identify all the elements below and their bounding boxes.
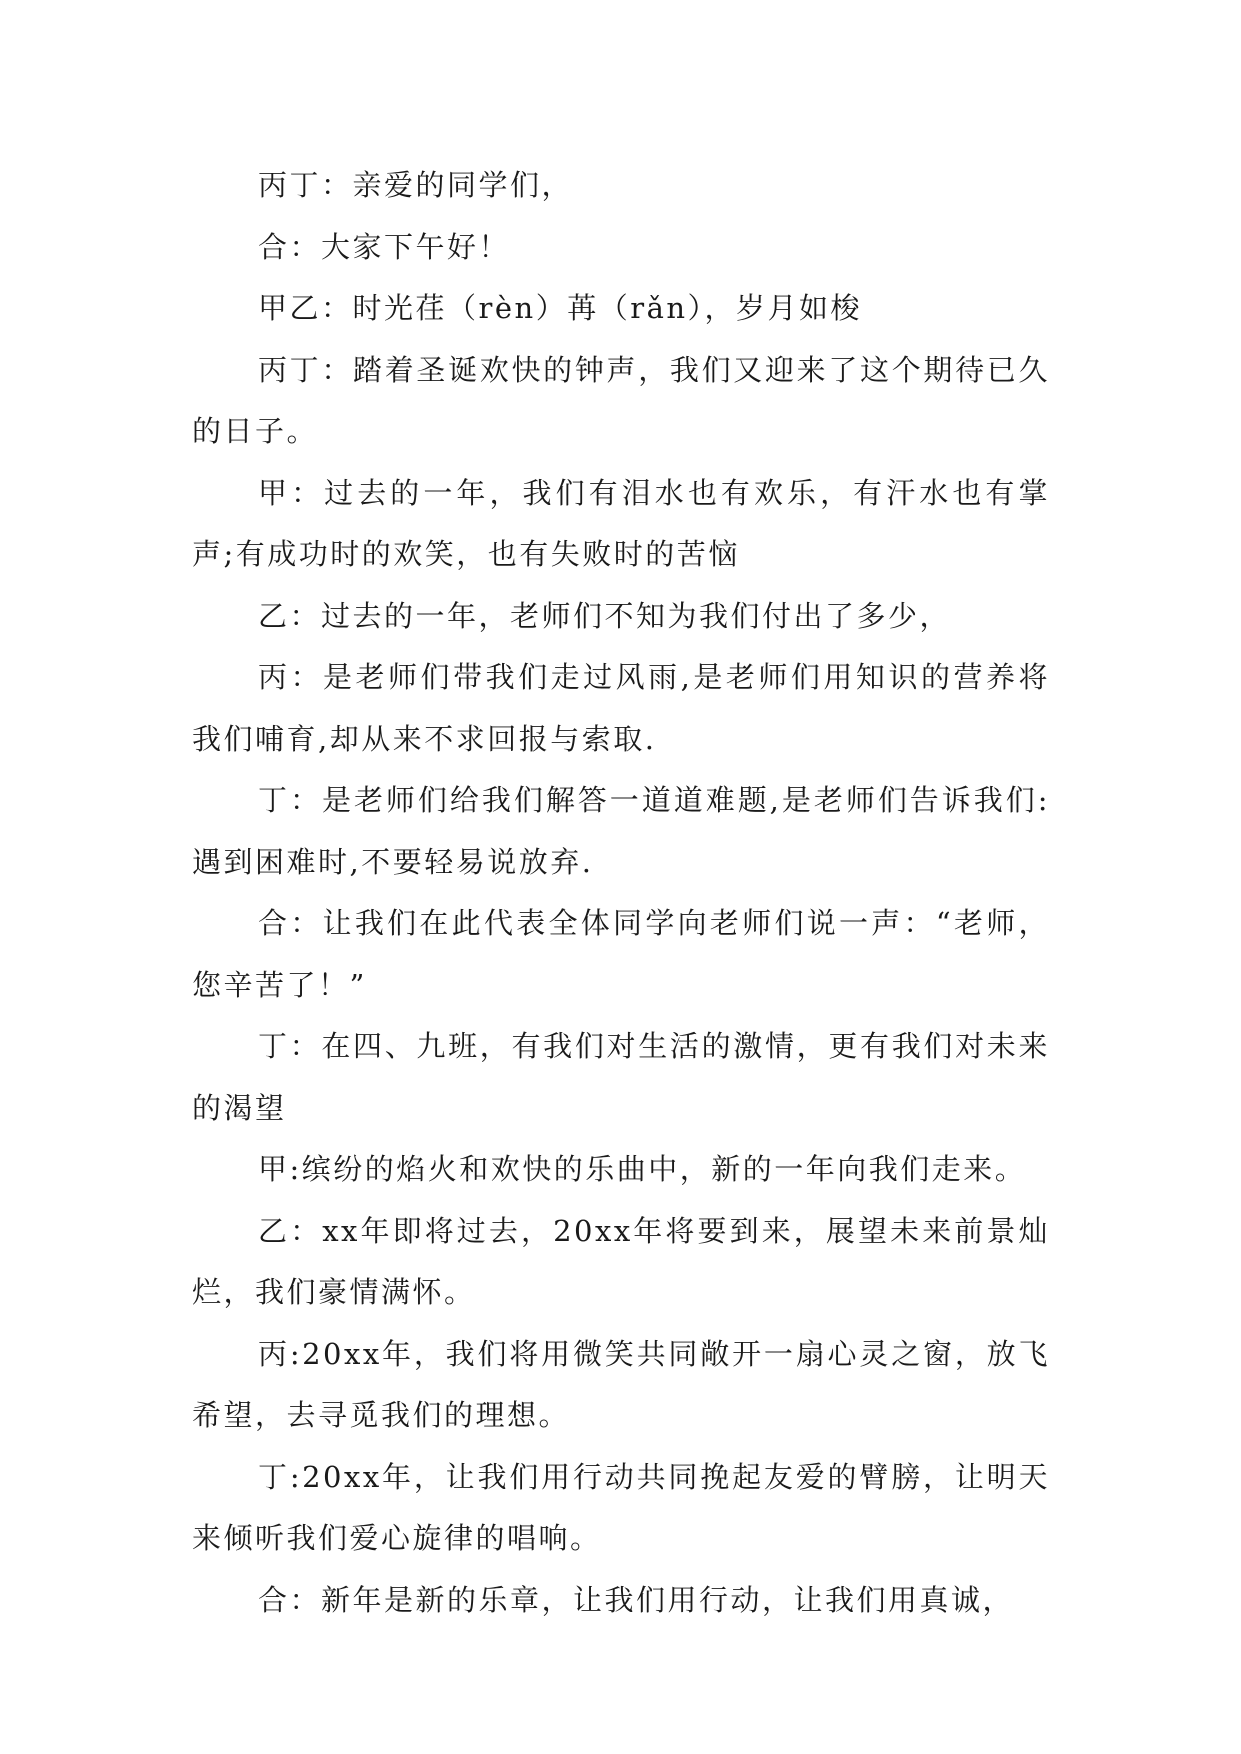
paragraph-3: 甲乙：时光荏（rèn）苒（rǎn），岁月如梭 xyxy=(258,291,863,325)
paragraph-1: 丙丁：亲爱的同学们， xyxy=(258,168,574,202)
paragraph-4: 丙丁：踏着圣诞欢快的钟声，我们又迎来了这个期待已久的日子。 xyxy=(192,352,1050,448)
paragraph-6: 乙：过去的一年，老师们不知为我们付出了多少， xyxy=(258,598,952,633)
paragraph-5: 甲：过去的一年，我们有泪水也有欢乐，有汗水也有掌声;有成功时的欢笑，也有失败时的苦恼 xyxy=(192,475,1050,571)
paragraph-10: 丁：在四、九班，有我们对生活的激情，更有我们对未来的渴望 xyxy=(192,1029,1050,1125)
document-body xyxy=(192,155,1050,1631)
paragraph-15: 合：新年是新的乐章，让我们用行动，让我们用真诚， xyxy=(258,1582,1015,1617)
paragraph-13: 丙:20xx年，我们将用微笑共同敞开一扇心灵之窗，放飞希望，去寻觅我们的理想。 xyxy=(192,1336,1050,1432)
paragraph-7: 丙：是老师们带我们走过风雨,是老师们用知识的营养将我们哺育,却从来不求回报与索取. xyxy=(192,660,1050,756)
paragraph-11: 甲:缤纷的焰火和欢快的乐曲中，新的一年向我们走来。 xyxy=(258,1152,1027,1186)
paragraph-14: 丁:20xx年，让我们用行动共同挽起友爱的臂膀，让明天来倾听我们爱心旋律的唱响。 xyxy=(192,1459,1050,1555)
paragraph-2: 合：大家下午好！ xyxy=(258,229,511,264)
paragraph-9: 合：让我们在此代表全体同学向老师们说一声：“老师，您辛苦了！” xyxy=(192,906,1050,1002)
paragraph-12: 乙：xx年即将过去，20xx年将要到来，展望未来前景灿烂，我们豪情满怀。 xyxy=(192,1213,1050,1309)
paragraph-8: 丁：是老师们给我们解答一道道难题,是老师们告诉我们:遇到困难时,不要轻易说放弃. xyxy=(192,783,1050,879)
